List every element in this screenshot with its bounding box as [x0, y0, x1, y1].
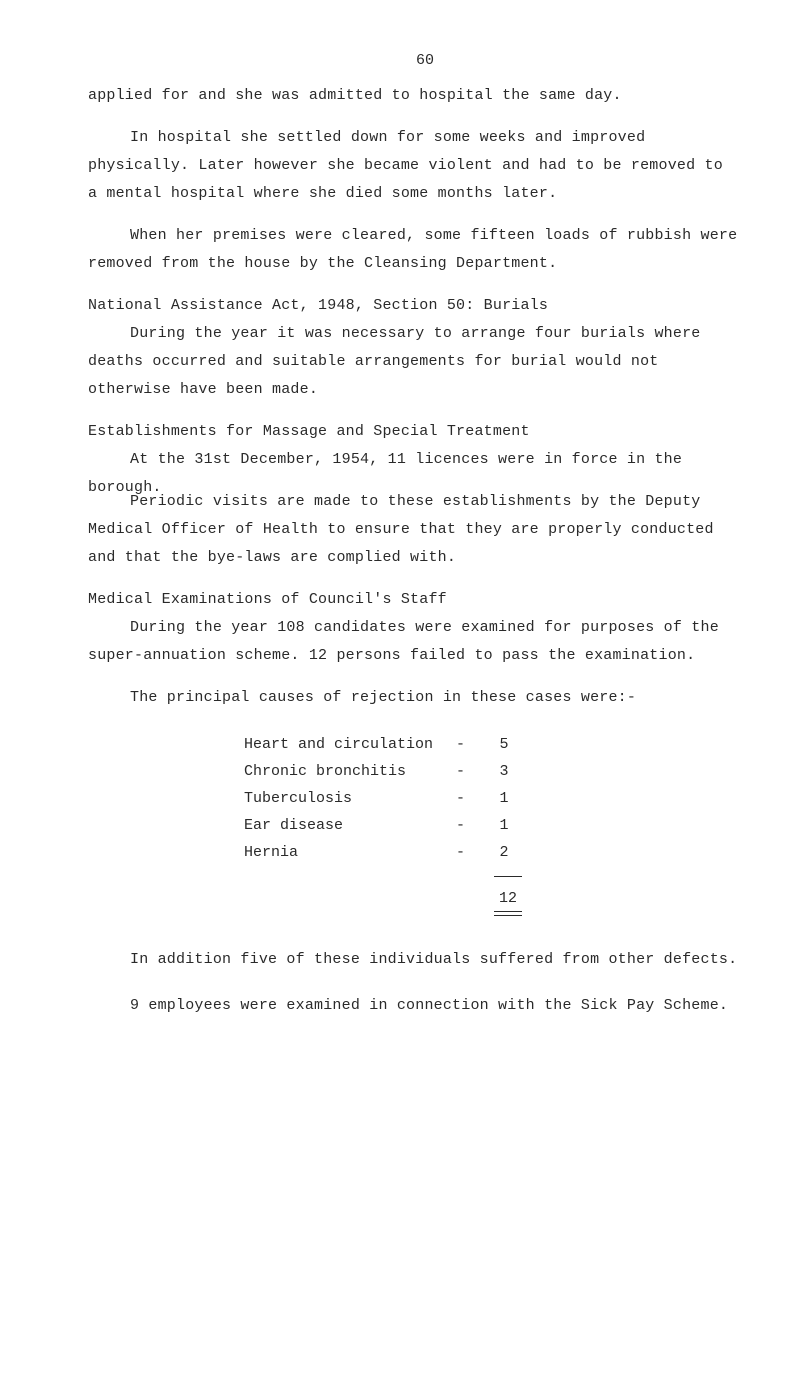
- table-row: [244, 790, 524, 817]
- paragraph-premises-block: [88, 222, 738, 278]
- paragraph-other-defects: In addition five of these individuals suffered from other defects.: [130, 951, 738, 968]
- heading-massage: Establishments for Massage and Special Treatment: [88, 423, 530, 440]
- total-double-rule: [494, 911, 522, 916]
- heading-burials: National Assistance Act, 1948, Section 50: Burials: [88, 297, 549, 314]
- cause-count: 3: [499, 763, 509, 780]
- cause-label: Hernia: [244, 844, 299, 861]
- cause-count: 1: [499, 817, 509, 834]
- paragraph-continuation: [88, 82, 738, 110]
- paragraph-premises: When her premises were cleared, some fifteen loads of rubbish were removed from the house by the Cleansing Department.: [88, 227, 738, 272]
- paragraph-causes-intro: The principal causes of rejection in these cases were:-: [130, 689, 637, 706]
- cause-label: Ear disease: [244, 817, 344, 834]
- cause-count: 1: [499, 790, 509, 807]
- section-burials: [88, 292, 738, 404]
- paragraph-visits-block: [88, 488, 738, 572]
- paragraph-hospital-block: [88, 124, 738, 208]
- cause-dash: -: [456, 817, 466, 834]
- table-row: [244, 844, 524, 871]
- paragraph-candidates: During the year 108 candidates were examined for purposes of the super-annuation scheme. 12 persons failed to pass the examination.: [88, 619, 719, 664]
- paragraph-sick-pay-block: [88, 992, 738, 1020]
- paragraph-hospital: In hospital she settled down for some weeks and improved physically. Later however she became violent and had to be removed to a mental hospital where she died some months later.: [88, 129, 723, 202]
- paragraph-admission: applied for and she was admitted to hospital the same day.: [88, 87, 622, 104]
- paragraph-causes-block: [88, 684, 738, 712]
- cause-label: Chronic bronchitis: [244, 763, 407, 780]
- heading-medical-examinations: Medical Examinations of Council's Staff: [88, 591, 447, 608]
- cause-dash: -: [456, 763, 466, 780]
- cause-count: 2: [499, 844, 509, 861]
- rejection-causes-table: [244, 736, 524, 871]
- section-medical-examinations: [88, 586, 738, 670]
- cause-count: 5: [499, 736, 509, 753]
- cause-dash: -: [456, 790, 466, 807]
- cause-dash: -: [456, 736, 466, 753]
- paragraph-visits: Periodic visits are made to these establishments by the Deputy Medical Officer of Health to ensure that they are properly conducted and that the bye-laws are complied with.: [88, 493, 714, 566]
- table-row: [244, 736, 524, 763]
- total-rule: [494, 876, 522, 877]
- paragraph-burials: During the year it was necessary to arrange four burials where deaths occurred and suitable arrangements for burial would not otherwise have been made.: [88, 325, 701, 398]
- paragraph-sick-pay: 9 employees were examined in connection with the Sick Pay Scheme.: [130, 997, 729, 1014]
- cause-label: Heart and circulation: [244, 736, 434, 753]
- table-row: [244, 817, 524, 844]
- paragraph-licences: At the 31st December, 1954, 11 licences were in force in the borough.: [88, 451, 683, 496]
- cause-label: Tuberculosis: [244, 790, 353, 807]
- table-row: [244, 763, 524, 790]
- paragraph-defects-block: [88, 946, 738, 974]
- cause-dash: -: [456, 844, 466, 861]
- total-count: 12: [498, 890, 517, 907]
- page-number: 60: [415, 52, 434, 69]
